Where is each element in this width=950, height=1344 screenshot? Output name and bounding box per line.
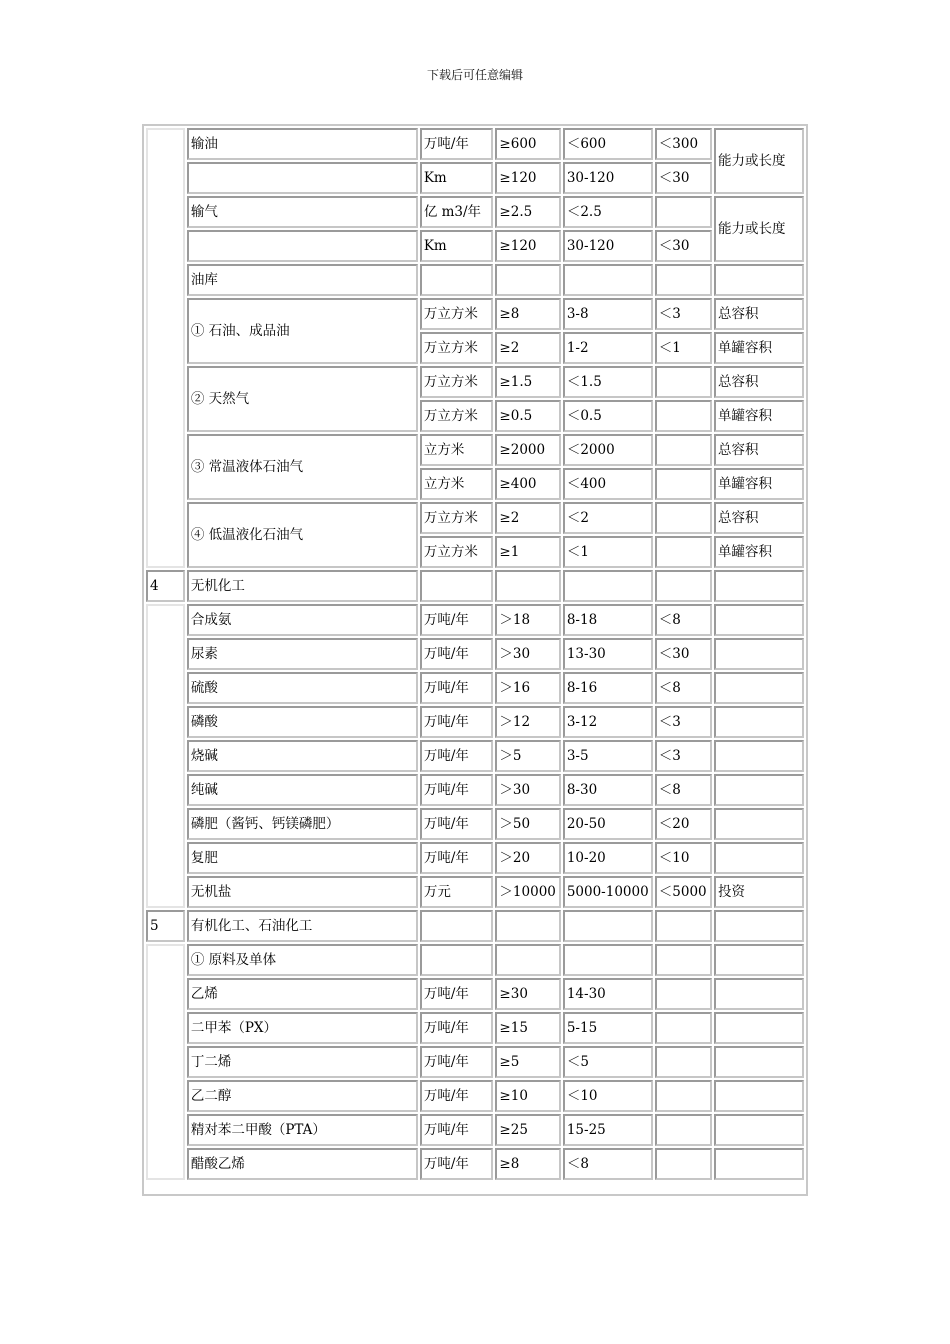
large-scale-cell: ＞30 [495,774,560,806]
item-name-cell: ④ 低温液化石油气 [187,502,418,568]
large-scale-cell: ≥120 [495,162,560,194]
item-name-cell: ① 石油、成品油 [187,298,418,364]
item-name-cell: 醋酸乙烯 [187,1148,418,1180]
large-scale-cell: ＞16 [495,672,560,704]
medium-scale-cell: ＜600 [563,128,653,160]
item-name-cell: 乙二醇 [187,1080,418,1112]
item-name-cell [187,230,418,262]
remark-cell: 投资 [714,876,804,908]
section-number-cell [146,128,185,568]
large-scale-cell: ＞5 [495,740,560,772]
unit-cell [420,570,494,602]
remark-cell [714,978,804,1010]
table-row [146,876,804,908]
unit-cell: 万吨/年 [420,1080,494,1112]
item-name-cell: 油库 [187,264,418,296]
item-name-cell: 输气 [187,196,418,228]
small-scale-cell: ＜30 [655,230,712,262]
medium-scale-cell: ＜2.5 [563,196,653,228]
large-scale-cell [495,910,560,942]
unit-cell: 万吨/年 [420,808,494,840]
table-row [146,1114,804,1146]
medium-scale-cell: 3-12 [563,706,653,738]
small-scale-cell: ＜3 [655,706,712,738]
large-scale-cell: ＞30 [495,638,560,670]
table-row [146,570,804,602]
item-name-cell: 无机盐 [187,876,418,908]
large-scale-cell: ≥2 [495,332,560,364]
item-name-cell: 输油 [187,128,418,160]
table-row [146,1148,804,1180]
large-scale-cell: ≥25 [495,1114,560,1146]
table-row [146,774,804,806]
table-row [146,196,804,228]
medium-scale-cell: 14-30 [563,978,653,1010]
remark-cell [714,638,804,670]
small-scale-cell [655,1046,712,1078]
table-row [146,162,804,194]
item-name-cell: 磷肥（酱钙、钙镁磷肥） [187,808,418,840]
small-scale-cell [655,536,712,568]
unit-cell: 万吨/年 [420,604,494,636]
large-scale-cell: ≥8 [495,1148,560,1180]
small-scale-cell: ＜8 [655,672,712,704]
unit-cell: 万吨/年 [420,1148,494,1180]
medium-scale-cell: 8-16 [563,672,653,704]
table-row [146,808,804,840]
medium-scale-cell: ＜1 [563,536,653,568]
item-name-cell: 尿素 [187,638,418,670]
medium-scale-cell: 8-30 [563,774,653,806]
unit-cell: 万吨/年 [420,1012,494,1044]
unit-cell: 万吨/年 [420,842,494,874]
small-scale-cell [655,910,712,942]
unit-cell [420,264,494,296]
unit-cell: 万吨/年 [420,740,494,772]
large-scale-cell: ＞18 [495,604,560,636]
table-row [146,842,804,874]
remark-cell: 单罐容积 [714,332,804,364]
large-scale-cell: ≥2000 [495,434,560,466]
remark-cell [714,570,804,602]
remark-cell [714,1148,804,1180]
table-row [146,264,804,296]
large-scale-cell [495,944,560,976]
small-scale-cell [655,196,712,228]
remark-cell [714,808,804,840]
remark-cell [714,706,804,738]
small-scale-cell [655,1114,712,1146]
unit-cell: Km [420,230,494,262]
section-number-cell [146,944,185,1180]
medium-scale-cell: ＜2 [563,502,653,534]
small-scale-cell [655,502,712,534]
large-scale-cell: ≥0.5 [495,400,560,432]
large-scale-cell: ≥400 [495,468,560,500]
remark-cell [714,604,804,636]
large-scale-cell: ≥10 [495,1080,560,1112]
unit-cell [420,910,494,942]
remark-cell [714,1046,804,1078]
remark-cell [714,774,804,806]
page-header-text: 下载后可任意编辑 [426,68,523,82]
large-scale-cell: ≥8 [495,298,560,330]
medium-scale-cell [563,264,653,296]
table-row [146,366,804,398]
unit-cell: 万吨/年 [420,1114,494,1146]
remark-cell [714,264,804,296]
table-row [146,740,804,772]
small-scale-cell: ＜20 [655,808,712,840]
item-name-cell: 烧碱 [187,740,418,772]
small-scale-cell [655,468,712,500]
small-scale-cell [655,1012,712,1044]
medium-scale-cell: ＜5 [563,1046,653,1078]
table-row [146,978,804,1010]
small-scale-cell: ＜5000 [655,876,712,908]
large-scale-cell: ≥600 [495,128,560,160]
small-scale-cell [655,1148,712,1180]
medium-scale-cell: 10-20 [563,842,653,874]
small-scale-cell [655,400,712,432]
remark-cell: 能力或长度 [714,196,804,262]
remark-cell [714,842,804,874]
large-scale-cell: ≥1.5 [495,366,560,398]
item-name-cell: 二甲苯（PX） [187,1012,418,1044]
small-scale-cell: ＜1 [655,332,712,364]
table-row [146,910,804,942]
unit-cell: 亿 m3/年 [420,196,494,228]
large-scale-cell [495,570,560,602]
table-row [146,298,804,330]
large-scale-cell: ≥120 [495,230,560,262]
item-name-cell: 合成氨 [187,604,418,636]
small-scale-cell [655,978,712,1010]
remark-cell [714,672,804,704]
large-scale-cell: ≥2.5 [495,196,560,228]
large-scale-cell [495,264,560,296]
large-scale-cell: ＞50 [495,808,560,840]
remark-cell [714,944,804,976]
unit-cell: 立方米 [420,468,494,500]
medium-scale-cell [563,944,653,976]
small-scale-cell [655,434,712,466]
item-name-cell: 无机化工 [187,570,418,602]
section-number-cell: 4 [146,570,185,602]
unit-cell: 万吨/年 [420,978,494,1010]
table-row [146,944,804,976]
unit-cell: 立方米 [420,434,494,466]
medium-scale-cell: ＜0.5 [563,400,653,432]
item-name-cell [187,162,418,194]
large-scale-cell: ≥1 [495,536,560,568]
large-scale-cell: ≥30 [495,978,560,1010]
unit-cell: 万立方米 [420,400,494,432]
table-row [146,502,804,534]
unit-cell: 万立方米 [420,366,494,398]
table-row [146,1012,804,1044]
medium-scale-cell [563,910,653,942]
unit-cell: 万立方米 [420,332,494,364]
medium-scale-cell: 3-5 [563,740,653,772]
medium-scale-cell: 20-50 [563,808,653,840]
item-name-cell: ② 天然气 [187,366,418,432]
table-row [146,230,804,262]
remark-cell [714,1012,804,1044]
unit-cell: 万吨/年 [420,672,494,704]
section-number-cell [146,604,185,908]
small-scale-cell: ＜10 [655,842,712,874]
unit-cell: 万立方米 [420,298,494,330]
table-row [146,434,804,466]
remark-cell [714,910,804,942]
unit-cell: 万吨/年 [420,774,494,806]
small-scale-cell [655,264,712,296]
table-row [146,1080,804,1112]
item-name-cell: 有机化工、石油化工 [187,910,418,942]
remark-cell: 总容积 [714,366,804,398]
table-body [146,128,804,1180]
medium-scale-cell: 8-18 [563,604,653,636]
medium-scale-cell: 5-15 [563,1012,653,1044]
small-scale-cell [655,366,712,398]
large-scale-cell: ≥2 [495,502,560,534]
data-table-container [142,124,808,1196]
small-scale-cell [655,1080,712,1112]
item-name-cell: 纯碱 [187,774,418,806]
medium-scale-cell: 13-30 [563,638,653,670]
large-scale-cell: ＞10000 [495,876,560,908]
medium-scale-cell: ＜2000 [563,434,653,466]
medium-scale-cell: 30-120 [563,230,653,262]
small-scale-cell: ＜3 [655,740,712,772]
table-row [146,1046,804,1078]
remark-cell: 能力或长度 [714,128,804,194]
small-scale-cell: ＜8 [655,774,712,806]
small-scale-cell: ＜8 [655,604,712,636]
item-name-cell: 硫酸 [187,672,418,704]
medium-scale-cell: 3-8 [563,298,653,330]
item-name-cell: 磷酸 [187,706,418,738]
remark-cell [714,740,804,772]
section-number-cell: 5 [146,910,185,942]
medium-scale-cell: ＜8 [563,1148,653,1180]
small-scale-cell [655,944,712,976]
unit-cell: 万立方米 [420,536,494,568]
table-row [146,638,804,670]
unit-cell: 万吨/年 [420,1046,494,1078]
table-row [146,128,804,160]
unit-cell: 万吨/年 [420,638,494,670]
table-row [146,706,804,738]
remark-cell [714,1114,804,1146]
small-scale-cell: ＜30 [655,638,712,670]
medium-scale-cell: ＜10 [563,1080,653,1112]
table-row [146,672,804,704]
medium-scale-cell: 15-25 [563,1114,653,1146]
data-table [144,126,806,1182]
item-name-cell: 丁二烯 [187,1046,418,1078]
item-name-cell: ① 原料及单体 [187,944,418,976]
item-name-cell: ③ 常温液体石油气 [187,434,418,500]
large-scale-cell: ＞12 [495,706,560,738]
small-scale-cell: ＜3 [655,298,712,330]
medium-scale-cell: ＜1.5 [563,366,653,398]
remark-cell: 总容积 [714,298,804,330]
unit-cell: 万吨/年 [420,128,494,160]
remark-cell: 单罐容积 [714,536,804,568]
medium-scale-cell: 1-2 [563,332,653,364]
unit-cell: 万立方米 [420,502,494,534]
remark-cell: 总容积 [714,434,804,466]
item-name-cell: 复肥 [187,842,418,874]
small-scale-cell: ＜300 [655,128,712,160]
remark-cell: 单罐容积 [714,468,804,500]
unit-cell [420,944,494,976]
unit-cell: Km [420,162,494,194]
remark-cell: 总容积 [714,502,804,534]
medium-scale-cell: 30-120 [563,162,653,194]
large-scale-cell: ＞20 [495,842,560,874]
remark-cell [714,1080,804,1112]
small-scale-cell [655,570,712,602]
table-row [146,604,804,636]
small-scale-cell: ＜30 [655,162,712,194]
large-scale-cell: ≥15 [495,1012,560,1044]
large-scale-cell: ≥5 [495,1046,560,1078]
unit-cell: 万吨/年 [420,706,494,738]
item-name-cell: 乙烯 [187,978,418,1010]
medium-scale-cell [563,570,653,602]
medium-scale-cell: 5000-10000 [563,876,653,908]
item-name-cell: 精对苯二甲酸（PTA） [187,1114,418,1146]
remark-cell: 单罐容积 [714,400,804,432]
medium-scale-cell: ＜400 [563,468,653,500]
unit-cell: 万元 [420,876,494,908]
